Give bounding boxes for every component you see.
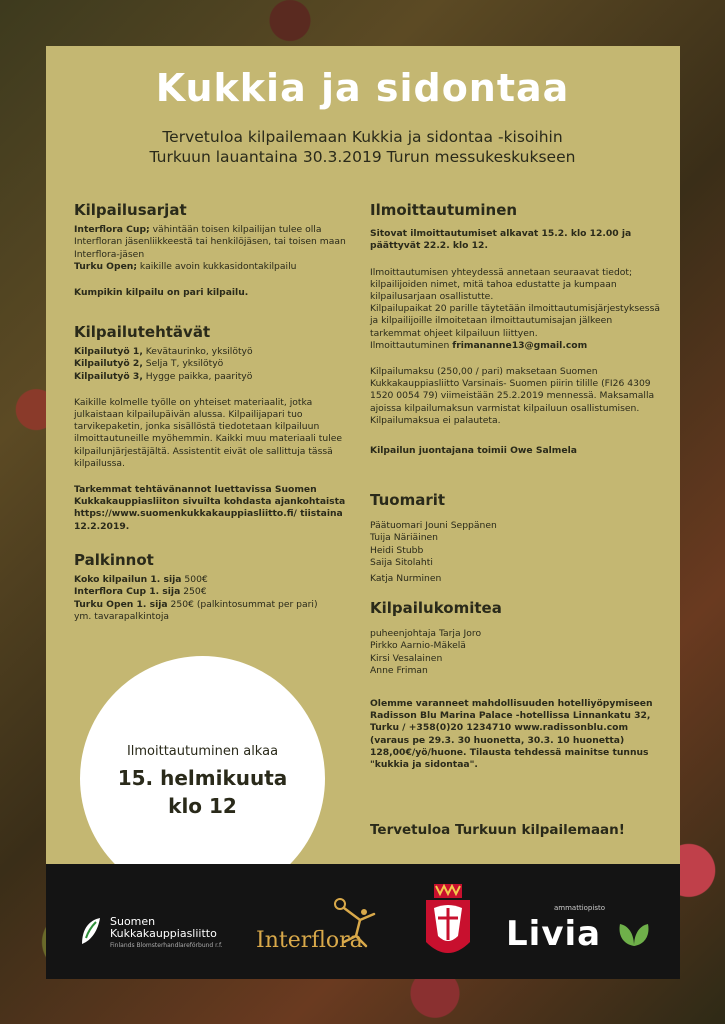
prize-extra: ym. tavarapalkintoja <box>74 610 170 622</box>
hotel-text: Olemme varanneet mahdollisuuden hotelliyöpymiseen Radisson Blu Marina Palace -hotellissa Linnankatu 32, Turku / +358(0)20 1234710 www.radissonblu.com (varaus pe 29.3. 30 huonetta, 30.3. 10 huonetta) 128,00€/yö/huone. Tilausta tehdessä mainitse tunnus "kukkia ja sidontaa". <box>370 698 653 771</box>
leaves-icon <box>616 920 652 948</box>
prize-3-label: Turku Open 1. sija <box>74 598 168 610</box>
cup-label: Interflora Cup; <box>74 224 150 236</box>
prize-3 <box>74 599 364 611</box>
crest-icon <box>424 882 472 964</box>
prize-1 <box>74 574 364 586</box>
prize-3-text: 250€ (palkintosummat per pari) <box>167 598 318 610</box>
registration-section <box>370 201 661 467</box>
interflora-wordmark: Interflora <box>256 928 363 953</box>
livia-wordmark: Livia <box>506 914 602 954</box>
committee-item: Pirkko Aarnio-Mäkelä <box>370 640 466 652</box>
committee-item: Anne Friman <box>370 664 428 676</box>
task-1 <box>74 346 364 358</box>
livia-logo <box>506 904 656 954</box>
committee-heading: Kilpailukomitea <box>370 599 502 617</box>
host-text: Kilpailun juontajana toimii Owe Salmela <box>370 445 577 457</box>
prize-1-text: 500€ <box>181 574 208 586</box>
logo1-line1: Suomen <box>110 915 156 928</box>
judge-item: Katja Nurminen <box>370 573 442 585</box>
registration-email-prefix: Ilmoittautuminen <box>370 339 453 351</box>
open-text: kaikille avoin kukkasidontakilpailu <box>137 260 297 272</box>
circle-time: klo 12 <box>168 794 237 818</box>
judge-item: Heidi Stubb <box>370 544 424 556</box>
fee-text: Kilpailumaksu (250,00 / pari) maksetaan Suomen Kukkakauppiasliitto Varsinais- Suomen piirin tilille (FI26 4309 1520 0054 79) viimeistään 25.2.2019 mennessä. Maksamalla ajoissa kilpailumaksun varmistat kilpailuun osallistumisen. Kilpailumaksua ei palauteta. <box>370 366 655 426</box>
task-3-label: Kilpailutyö 3, <box>74 370 143 382</box>
judge-item: Päätuomari Jouni Seppänen <box>370 520 497 532</box>
circle-date-block <box>80 764 325 820</box>
series-section <box>74 201 364 309</box>
cup-text: vähintään toisen kilpailijan tulee olla Interfloran jäsenliikkeestä tai henkilöjäsen, tai toisen maan Interflora-jäsen <box>74 224 346 260</box>
details-text: Tarkemmat tehtävänannot luettavissa Suomen Kukkakauppiasliiton sivuilta kohdasta ajankohtaista https://www.suomenkukkakauppiasliitto.fi/ tiistaina 12.2.2019. <box>74 484 346 532</box>
logo1-line2: Kukkakauppiasliitto <box>110 927 217 940</box>
prizes-heading: Palkinnot <box>74 551 154 569</box>
registration-places: Kilpailupaikat 20 parille täytetään ilmoittautumisjärjestyksessä ja kilpailijoille ilmoitetaan ilmoittautumisajan jälkeen tarkemmat ohjeet kilpailuun liittyen. <box>370 303 661 339</box>
cup-item <box>74 224 364 261</box>
materials-text: Kaikille kolmelle työlle on yhteiset materiaalit, jotka julkaistaan kilpailupäivän alussa. Kilpailijapari tuo tarvikepaketin, jonka sisällöstä tiedotetaan kilpailuun ilmoittautuneille myöhemmin. Kaikki muu materiaali tulee kilpailunjärjestäjältä. Assistentit eivät ole sallittuja tässä kilpailussa. <box>74 396 343 469</box>
registration-binding: Sitovat ilmoittautumiset alkavat 15.2. klo 12.00 ja päättyvät 22.2. klo 12. <box>370 228 632 252</box>
subtitle-line-1: Tervetuloa kilpailemaan Kukkia ja sidontaa -kisoihin <box>162 128 563 146</box>
series-heading: Kilpailusarjat <box>74 201 187 219</box>
prizes-section <box>74 551 364 623</box>
circle-label: Ilmoittautuminen alkaa <box>126 744 279 759</box>
welcome-text: Tervetuloa Turkuun kilpailemaan! <box>370 822 625 838</box>
task-1-label: Kilpailutyö 1, <box>74 346 143 358</box>
page-title: Kukkia ja sidontaa <box>155 66 570 110</box>
logo1-name <box>110 916 217 940</box>
prize-2-label: Interflora Cup 1. sija <box>74 586 181 598</box>
judges-section <box>370 491 660 585</box>
task-2-text: Selja T, yksilötyö <box>142 358 224 370</box>
registration-heading: Ilmoittautuminen <box>370 201 518 219</box>
prize-2 <box>74 586 364 598</box>
turku-coat-of-arms <box>424 882 472 964</box>
committee-section <box>370 599 660 677</box>
registration-info: Ilmoittautumisen yhteydessä annetaan seuraavat tiedot; kilpailijoiden nimet, mitä tahoa edustatte ja kumpaan kilpailusarjaan osallistutte. <box>370 266 633 303</box>
open-label: Turku Open; <box>74 260 138 272</box>
footer-logo-bar <box>46 864 680 979</box>
task-2 <box>74 358 364 370</box>
judge-item: Saija Sitolahti <box>370 556 433 568</box>
subtitle-line-2: Turkuun lauantaina 30.3.2019 Turun messukeskukseen <box>149 148 576 166</box>
prize-1-label: Koko kilpailun 1. sija <box>74 574 182 586</box>
subtitle <box>0 127 725 167</box>
circle-date: 15. helmikuuta <box>117 766 288 790</box>
open-item <box>74 261 364 273</box>
logo1-tag: Finlands Blomsterhandlareförbund r.f. <box>110 942 223 949</box>
interflora-logo <box>256 902 386 962</box>
registration-email-link[interactable]: frimananne13@gmail.com <box>452 339 588 351</box>
tasks-section <box>74 323 364 543</box>
committee-item: Kirsi Vesalainen <box>370 652 443 664</box>
judge-item: Tuija Näriäinen <box>370 532 439 544</box>
judges-heading: Tuomarit <box>370 491 446 509</box>
prize-2-text: 250€ <box>180 586 207 598</box>
registration-email-line <box>370 340 660 352</box>
leaf-icon <box>80 916 102 946</box>
task-2-label: Kilpailutyö 2, <box>74 358 143 370</box>
task-3 <box>74 371 364 383</box>
livia-tagline: ammattiopisto <box>554 904 605 912</box>
tasks-heading: Kilpailutehtävät <box>74 323 211 341</box>
task-3-text: Hygge paikka, paarityö <box>142 370 253 382</box>
pair-note: Kumpikin kilpailu on pari kilpailu. <box>74 287 249 299</box>
committee-item: puheenjohtaja Tarja Joro <box>370 628 482 640</box>
task-1-text: Kevätaurinko, yksilötyö <box>142 346 253 358</box>
